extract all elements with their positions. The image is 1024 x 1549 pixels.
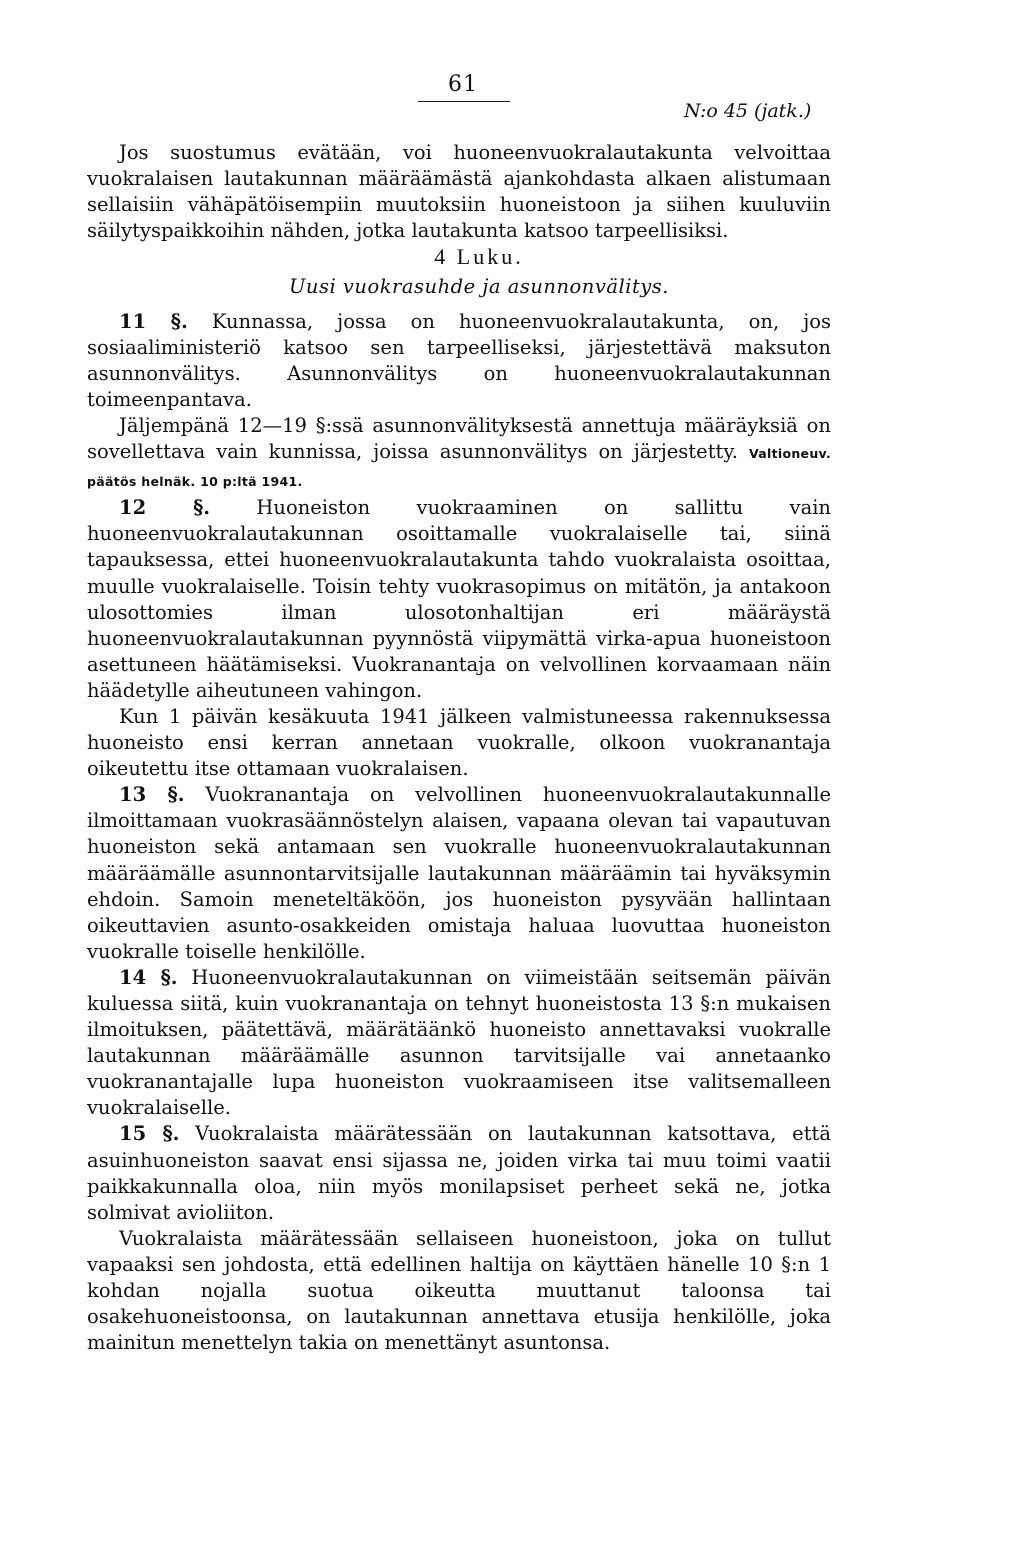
section-11-paragraph-2 [87,413,831,495]
statute-continuation-label: N:o 45 (jatk.) [684,100,812,122]
intro-paragraph: Jos suostumus evätään, voi huoneenvuokralautakunta velvoittaa vuokralaisen lautakunnan määräämästä ajankohdasta alkaen alistumaan sellaisiin vähäpätöisempiin muutoksiin huoneistoon ja siihen kuuluviin säilytyspaikkoihin nähden, jotka lautakunta katsoo tarpeellisiksi. [87,141,831,243]
chapter-title: Uusi vuokrasuhde ja asunnonvälitys. [288,275,669,299]
section-13 [87,782,831,965]
section-12-paragraph-2: Kun 1 päivän kesäkuuta 1941 jälkeen valmistuneessa rakennuksessa huoneisto ensi kerran annetaan vuokralle, olkoon vuokranantaja oikeutettu itse ottamaan vuokralaisen. [87,704,831,781]
section-15 [87,1121,831,1225]
section-11-number: 11 §. [119,309,188,333]
section-13-text: Vuokranantaja on velvollinen huoneenvuokralautakunnalle ilmoittamaan vuokrasäännöstelyn alaisen, vapaana olevan tai vapautuvan huoneiston sekä antamaan sen vuokralle huoneenvuokralautakunnan määräämälle asunnontarvitsijalle lautakunnan määräämin tai hyväksymin ehdoin. Samoin meneteltäköön, jos huoneiston pysyvään hallintaan oikeuttavien asunto-osakkeiden omistaja haluaa luovuttaa huoneiston vuokralle toiselle henkilölle. [87,783,831,963]
section-13-number: 13 §. [119,783,185,807]
section-14-text: Huoneenvuokralautakunnan on viimeistään seitsemän päivän kuluessa siitä, kuin vuokranantaja on tehnyt huoneistosta 13 §:n mukaisen ilmoituksen, päätettävä, määrätäänkö huoneisto annettavaksi vuokralle lautakunnan määräämälle asunnon tarvitsijalle vai annetaanko vuokranantajalle lupa huoneiston vuokraamiseen itse valitsemalleen vuokralaiselle. [87,965,831,1120]
section-12 [87,495,831,704]
section-15-paragraph-2: Vuokralaista määrätessään sellaiseen huoneistoon, joka on tullut vapaaksi sen johdosta, että edellinen haltija on käyttäen hänelle 10 §:n 1 kohdan nojalla suotua oikeutta muuttanut taloonsa tai osakehuoneistoonsa, on lautakunnan annettava etusija henkilölle, joka mainitun menettelyn takia on menettänyt asuntonsa. [87,1226,831,1355]
section-11-text: Kunnassa, jossa on huoneenvuokralautakunta, on, jos sosiaaliministeriö katsoo sen tarpeelliseksi, järjestettävä maksuton asunnonvälitys. Asunnonvälitys on huoneenvuokralautakunnan toimeenpantava. [87,309,831,411]
section-14 [87,965,831,1122]
section-11-text-2: Jäljempänä 12—19 §:ssä asunnonvälityksestä annettuja määräyksiä on sovellettava vain kunnissa, joissa asunnonvälitys on järjestetty. [87,413,831,464]
section-15-number: 15 §. [119,1122,180,1146]
chapter-number: 4 Luku. [434,244,524,270]
source-note: Valtioneuv. päätös helnäk. 10 p:ltä 1941. [87,446,832,490]
document-body [87,140,831,1356]
section-12-number: 12 §. [119,496,211,520]
page-number: 61 [448,72,478,97]
section-11 [87,309,831,413]
page-number-rule [418,101,510,102]
section-15-text: Vuokralaista määrätessään on lautakunnan katsottava, että asuinhuoneiston saavat ensi sijassa ne, joiden virka tai muu toimi vaatii paikkakunnalla oloa, niin myös monilapsiset perheet sekä ne, jotka solmivat avioliiton. [87,1122,831,1224]
section-12-text: Huoneiston vuokraaminen on sallittu vain huoneenvuokralautakunnan osoittamalle vuokralaiselle tai, siinä tapauksessa, ettei huoneenvuokralautakunta tahdo vuokralaista osoittaa, muulle vuokralaiselle. Toisin tehty vuokrasopimus on mitätön, ja antakoon ulosottomies ilman ulosotonhaltijan eri määräystä huoneenvuokralautakunnan pyynnöstä viipymättä virka-apua huoneistoon asettuneen häätämiseksi. Vuokranantaja on velvollinen korvaamaan näin häädetylle aiheutuneen vahingon. [87,496,831,702]
section-14-number: 14 §. [119,965,178,989]
